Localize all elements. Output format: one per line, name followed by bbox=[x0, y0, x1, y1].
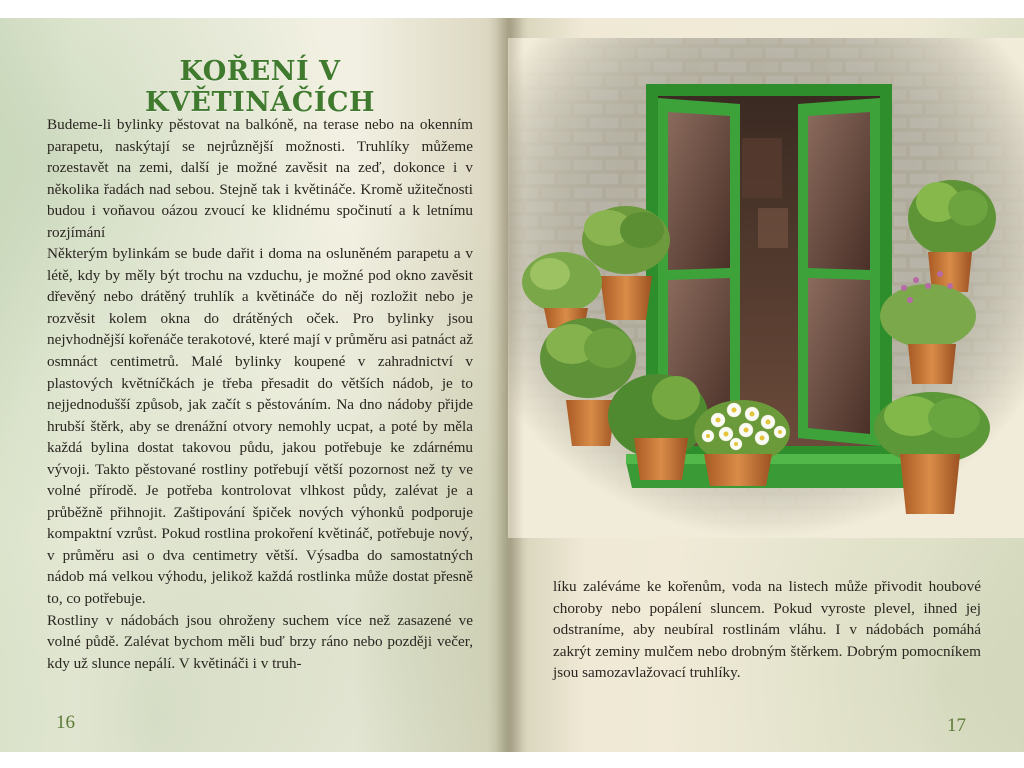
left-page bbox=[0, 18, 508, 752]
paragraph: Rostliny v nádobách jsou ohroženy suchem více než zasazené ve volné půdě. Zalévat bychom měli buď brzy ráno nebo později večer, kdy už slunce nepálí. V květináči i v truh- bbox=[47, 611, 473, 672]
right-page bbox=[508, 18, 1024, 752]
paragraph: Některým bylinkám se bude dařit i doma na osluněném parapetu a v létě, kdy by měly být trochu na vzduchu, je možné pod okno zavěsit dřevěný nebo drátěný truhlík a květináče do něj rozložit nebo je rozvěsit kolem okna do drátěných oček. Pro bylinky jsou nejvhodnější kořenáče terakotové, které mají v průměru asi patnáct až osmnáct centimetrů. Malé bylinky koupené v zahradnictví v plastových květníčkách je třeba přesadit do větších nádob, je to nejjednodušší způsob, jak začít s pěstováním. Na dno nádoby přijde hrubší štěrk, aby se drenážní otvory nemohly ucpat, a poté by měla každá bylina dostat takovou půdu, jakou potřebuje ke zdárnému vývoji. Takto pěstované rostliny potřebují větší pozornost než ty ve volné přírodě. Je potřeba kontrolovat vlhkost půdy, zalévat je a průběžně přihnojit. Zaštipování špiček nových výhonků podporuje kompaktní vzrůst. Pokud rostlina prokoření květináč, potřebuje nový, v průměru asi o dva centimetry větší. Výsadba do samostatných nádob má velkou výhodu, jelikož každá rostlinka může dostat přesně to, co potřebuje. bbox=[47, 245, 473, 608]
left-page-body bbox=[47, 114, 473, 674]
page-number-left: 16 bbox=[56, 712, 75, 733]
book-spread bbox=[0, 18, 1024, 752]
page-number-right: 17 bbox=[947, 715, 966, 736]
page-title: KOŘENÍ V KVĚTINÁČÍCH bbox=[145, 56, 375, 118]
paragraph: líku zaléváme ke kořenům, voda na listech může přivodit houbové choroby nebo popálení sluncem. Pokud vyroste plevel, ihned jej odstraníme, aby neubíral rostlinám vláhu. I v nádobách pomáhá zakrýt zeminy mulčem nebo drobným štěrkem. Dobrým pomocníkem jsou samozavlažovací truhlíky. bbox=[553, 578, 981, 682]
right-page-body bbox=[553, 576, 981, 684]
window-herbs-illustration bbox=[508, 18, 1024, 538]
book-gutter bbox=[496, 18, 524, 752]
paragraph: Budeme-li bylinky pěstovat na balkóně, na terase nebo na okenním parapetu, naskýtají se nejrůznější možnosti. Truhlíky můžeme rozestavět na zemi, další je možné zavěsit na zeď, dokonce i v několika řadách nad sebou. Stejně tak i květináče. Kromě užitečnosti budou i voňavou oázou zvoucí ke klidnému spočinutí a k letnímu rozjímání bbox=[47, 116, 473, 241]
